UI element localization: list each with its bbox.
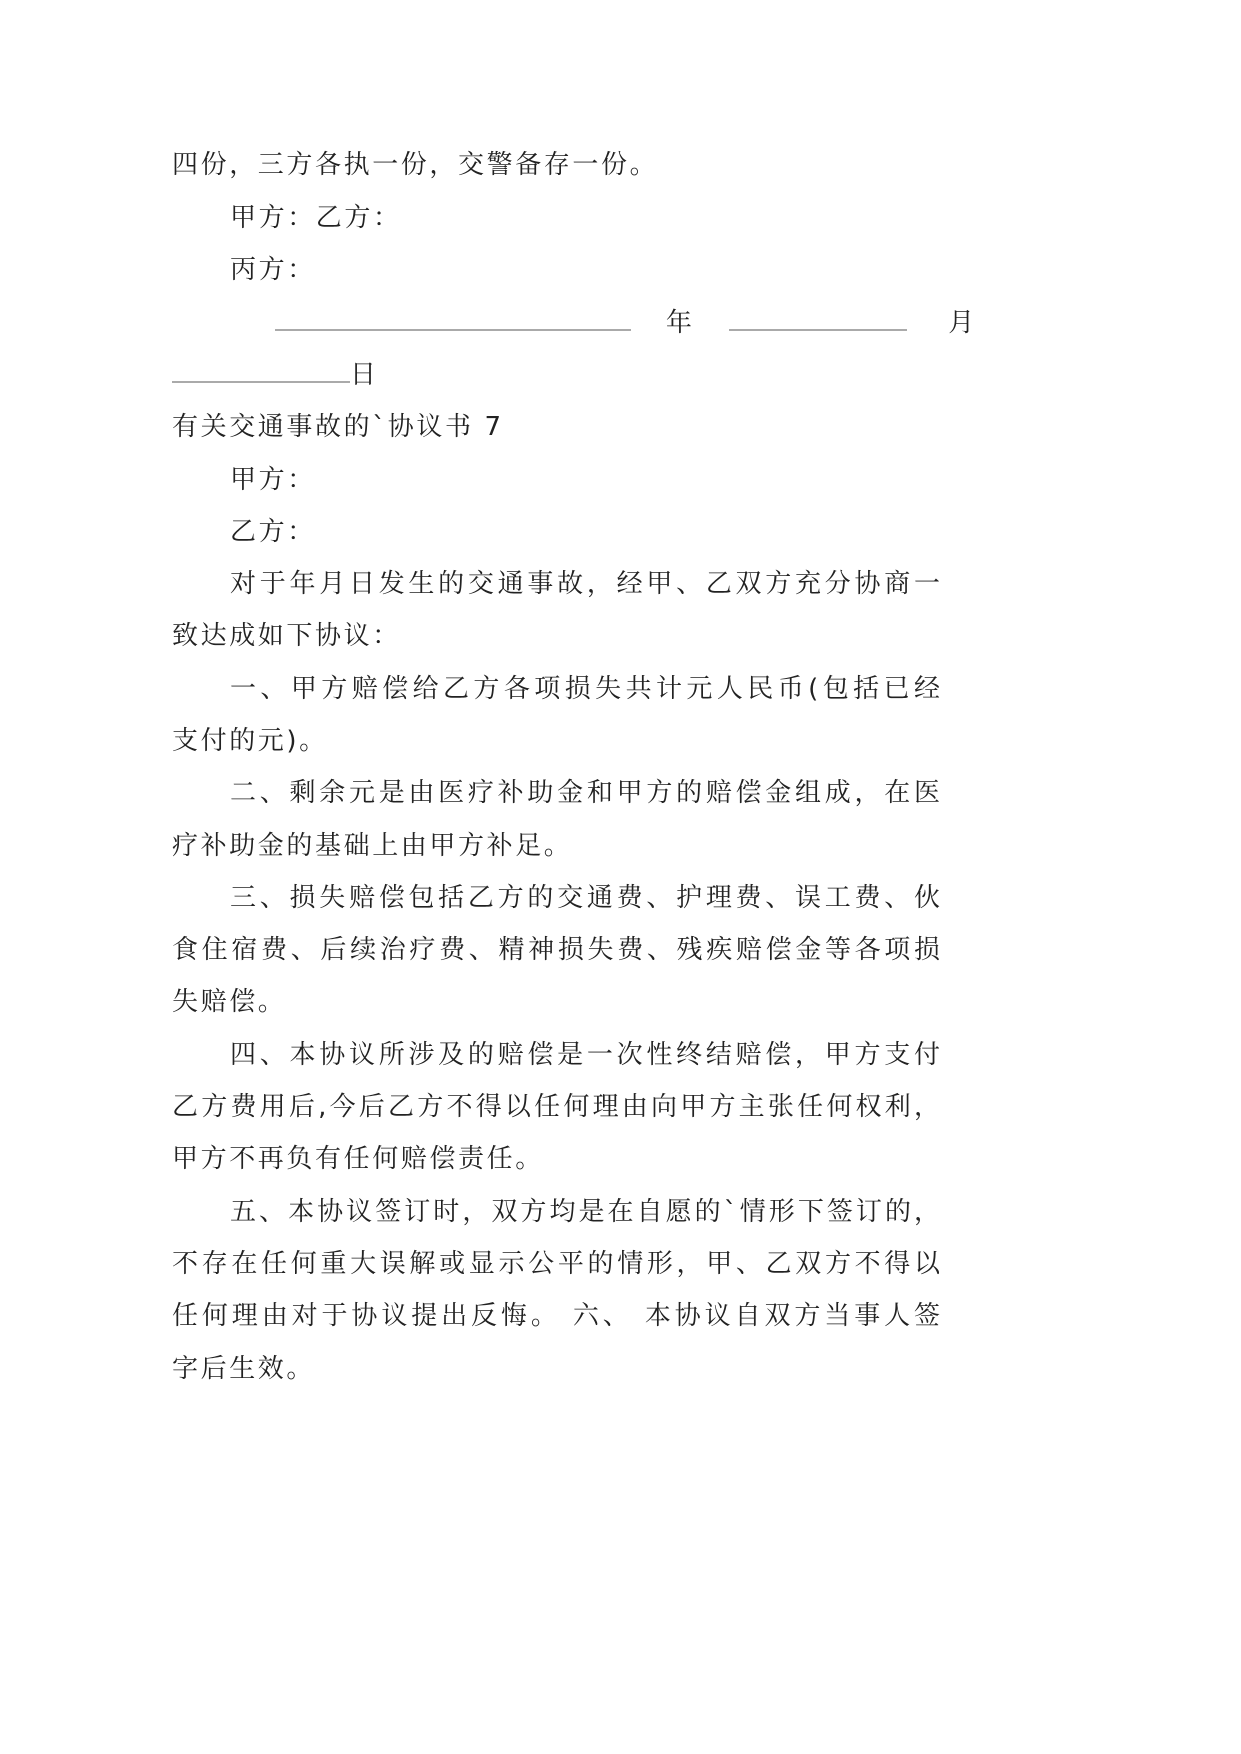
text-line: 乙方费用后,今后乙方不得以任何理由向甲方主张任何权利，: [172, 1092, 940, 1122]
text-line: 失赔偿。: [172, 987, 287, 1017]
text-line: 疗补助金的基础上由甲方补足。: [172, 831, 573, 861]
text-line: 对于年月日发生的交通事故，经甲、乙双方充分协商一: [230, 569, 940, 599]
month-label: 月: [948, 308, 977, 338]
day-blank: [172, 357, 350, 383]
year-label: 年: [665, 308, 695, 338]
text-line: 字后生效。: [172, 1354, 316, 1384]
party-b: 乙方：: [230, 517, 316, 547]
date-line: [275, 305, 977, 341]
day-line: [172, 357, 379, 393]
text-line: 不存在任何重大误解或显示公平的情形，甲、乙双方不得以: [172, 1249, 940, 1279]
party-a: 甲方：: [230, 465, 316, 495]
signature-line-third-party: 丙方：: [230, 255, 316, 285]
clause-4: 四、本协议所涉及的赔偿是一次性终结赔偿，甲方支付: [230, 1040, 940, 1070]
text-line: 支付的元)。: [172, 726, 328, 756]
month-blank: [729, 305, 907, 331]
signature-line-parties: 甲方：乙方：: [230, 203, 402, 233]
text-line: 致达成如下协议：: [172, 621, 401, 651]
section-title: 有关交通事故的`协议书 7: [172, 412, 504, 442]
text-line: 四份，三方各执一份，交警备存一份。: [172, 150, 659, 180]
year-blank: [275, 305, 631, 331]
clause-1: 一、甲方赔偿给乙方各项损失共计元人民币(包括已经: [230, 674, 940, 704]
clause-3: 三、损失赔偿包括乙方的交通费、护理费、误工费、伙: [230, 883, 940, 913]
day-label: 日: [350, 360, 379, 390]
text-line: 任何理由对于协议提出反悔。 六、 本协议自双方当事人签: [172, 1301, 940, 1331]
clause-5: 五、本协议签订时，双方均是在自愿的`情形下签订的，: [230, 1197, 940, 1227]
clause-2: 二、剩余元是由医疗补助金和甲方的赔偿金组成，在医: [230, 778, 940, 808]
text-line: 食住宿费、后续治疗费、精神损失费、残疾赔偿金等各项损: [172, 935, 940, 965]
text-line: 甲方不再负有任何赔偿责任。: [172, 1144, 544, 1174]
